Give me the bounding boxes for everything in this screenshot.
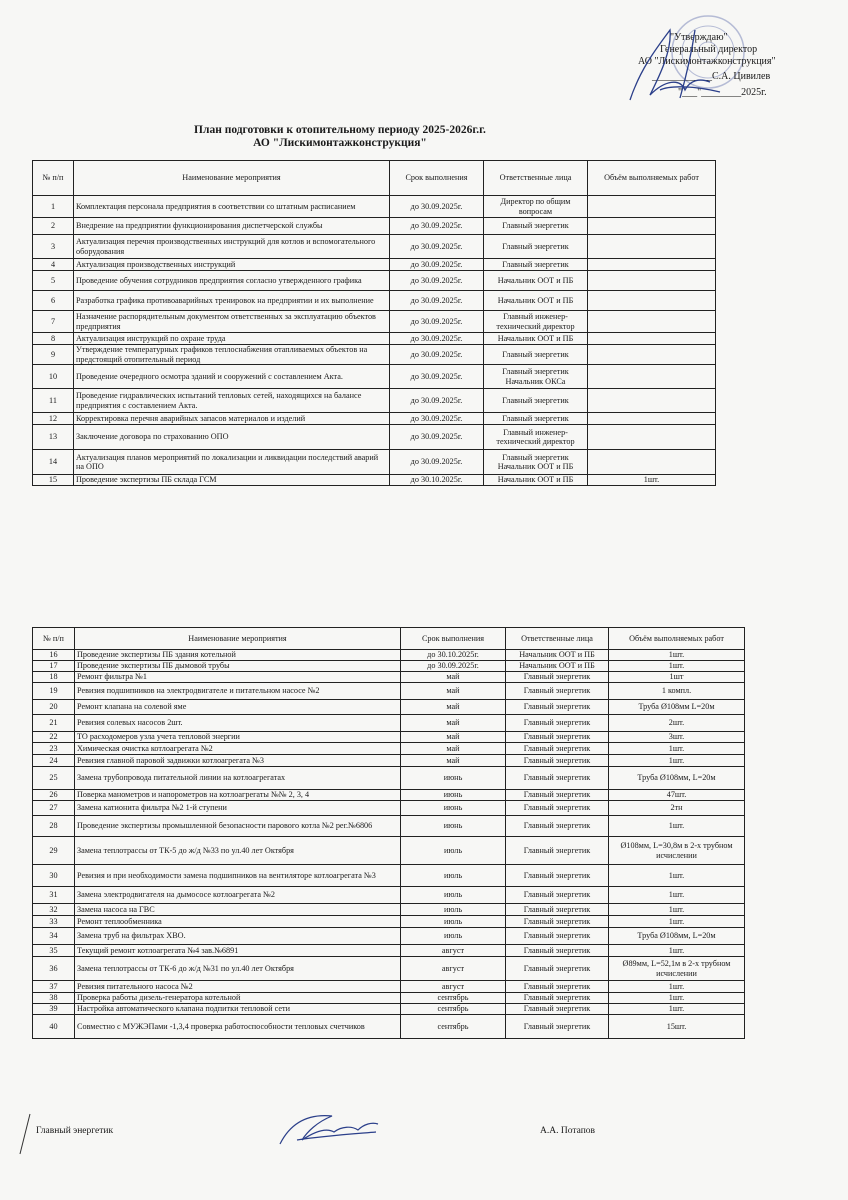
table-row: [33, 389, 716, 413]
row-responsible: Главный энергетик: [506, 916, 609, 928]
row-volume: [588, 365, 716, 389]
row-number: 2: [33, 218, 74, 235]
row-deadline: август: [401, 981, 506, 993]
row-volume: [588, 450, 716, 475]
row-volume: [588, 291, 716, 311]
row-responsible: Главный энергетик: [506, 837, 609, 865]
row-activity: Проведение очередного осмотра зданий и сооружений с составлением Акта.: [74, 365, 390, 389]
row-deadline: до 30.09.2025г.: [390, 425, 484, 450]
row-responsible: Главный энергетик: [506, 957, 609, 981]
row-volume: 15шт.: [609, 1015, 745, 1039]
row-activity: Замена теплотрассы от ТК-5 до ж/д №33 по ул.40 лет Октября: [75, 837, 401, 865]
row-volume: 1шт.: [609, 865, 745, 887]
table-row: [33, 1015, 745, 1039]
header-vol: Объём выполняемых работ: [588, 161, 716, 196]
row-volume: [588, 311, 716, 333]
table-row: [33, 1004, 745, 1015]
row-responsible: Главный энергетик: [506, 743, 609, 755]
row-deadline: июль: [401, 904, 506, 916]
row-number: 7: [33, 311, 74, 333]
row-responsible: Главный энергетик: [506, 767, 609, 790]
document-title: [140, 124, 540, 150]
row-responsible: Главный энергетик: [484, 413, 588, 425]
row-volume: 1шт.: [609, 904, 745, 916]
row-responsible: Главный энергетик: [484, 259, 588, 271]
row-number: 33: [33, 916, 75, 928]
row-volume: Труба Ø108мм, L=20м: [609, 767, 745, 790]
table-row: [33, 235, 716, 259]
row-number: 19: [33, 683, 75, 700]
row-number: 18: [33, 672, 75, 683]
row-deadline: до 30.09.2025г.: [390, 311, 484, 333]
row-responsible: Директор по общим вопросам: [484, 196, 588, 218]
approval-date: "___"________2025г.: [678, 87, 767, 98]
table-row: [33, 928, 745, 945]
approval-company: АО "Лискимонтажконструкция": [638, 56, 776, 67]
row-volume: Ø108мм, L=30,8м в 2-х трубном исчислении: [609, 837, 745, 865]
title-line-2: АО "Лискимонтажконструкция": [253, 137, 427, 149]
row-responsible: Начальник ООТ и ПБ: [484, 291, 588, 311]
row-deadline: до 30.09.2025г.: [390, 259, 484, 271]
row-responsible: Начальник ООТ и ПБ: [484, 475, 588, 486]
row-activity: Проведение экспертизы ПБ дымовой трубы: [75, 661, 401, 672]
row-responsible: Главный энергетик: [506, 790, 609, 801]
row-deadline: до 30.09.2025г.: [390, 413, 484, 425]
row-deadline: июль: [401, 865, 506, 887]
row-responsible: Главный энергетик: [506, 904, 609, 916]
row-number: 29: [33, 837, 75, 865]
row-activity: Ревизия и при необходимости замена подшипников на вентиляторе котлоагрегата №3: [75, 865, 401, 887]
row-volume: [588, 345, 716, 365]
table-header-row: [33, 161, 716, 196]
row-number: 26: [33, 790, 75, 801]
approval-position: Генеральный директор: [660, 44, 758, 55]
row-deadline: до 30.09.2025г.: [401, 661, 506, 672]
row-activity: Актуализация инструкций по охране труда: [74, 333, 390, 345]
row-activity: Замена труб на фильтрах ХВО.: [75, 928, 401, 945]
row-number: 10: [33, 365, 74, 389]
row-deadline: до 30.09.2025г.: [390, 345, 484, 365]
row-activity: Замена насоса на ГВС: [75, 904, 401, 916]
row-number: 8: [33, 333, 74, 345]
row-responsible: Главный энергетик: [506, 865, 609, 887]
plan-table-2: [32, 627, 745, 1039]
table-row: [33, 865, 745, 887]
row-activity: Ревизия главной паровой задвижки котлоагрегата №3: [75, 755, 401, 767]
row-volume: 1шт.: [609, 945, 745, 957]
row-number: 34: [33, 928, 75, 945]
row-deadline: июнь: [401, 767, 506, 790]
row-activity: Проведение экспертизы промышленной безопасности парового котла №2 рег.№6806: [75, 816, 401, 837]
table-header-row: [33, 628, 745, 650]
row-volume: [588, 196, 716, 218]
row-deadline: июль: [401, 916, 506, 928]
row-activity: Актуализация планов мероприятий по локализации и ликвидации последствий аварий на ОПО: [74, 450, 390, 475]
row-deadline: до 30.09.2025г.: [390, 218, 484, 235]
table-row: [33, 743, 745, 755]
row-volume: 1шт.: [609, 755, 745, 767]
row-volume: [588, 235, 716, 259]
plan-table-1: [32, 160, 716, 486]
row-activity: Химическая очистка котлоагрегата №2: [75, 743, 401, 755]
row-number: 38: [33, 993, 75, 1004]
table-row: [33, 413, 716, 425]
row-deadline: до 30.09.2025г.: [390, 389, 484, 413]
row-activity: Ремонт клапана на солевой яме: [75, 700, 401, 715]
approval-signatory: ____________С.А. Цивилев: [652, 71, 771, 82]
row-number: 39: [33, 1004, 75, 1015]
header-name: Наименование мероприятия: [74, 161, 390, 196]
row-responsible: Главный энергетик: [506, 1004, 609, 1015]
row-number: 9: [33, 345, 74, 365]
row-responsible: Главный энергетик: [506, 816, 609, 837]
row-activity: Проведение гидравлических испытаний тепловых сетей, находящихся на балансе предприятия с составлением Акта.: [74, 389, 390, 413]
row-number: 5: [33, 271, 74, 291]
row-deadline: май: [401, 672, 506, 683]
row-responsible: Главный энергетик: [506, 801, 609, 816]
row-deadline: август: [401, 945, 506, 957]
row-volume: [588, 413, 716, 425]
row-deadline: май: [401, 700, 506, 715]
row-volume: Труба Ø108мм L=20м: [609, 700, 745, 715]
row-responsible: Главный энергетик: [484, 235, 588, 259]
row-responsible: Главный энергетик: [506, 928, 609, 945]
row-number: 37: [33, 981, 75, 993]
row-responsible: Начальник ООТ и ПБ: [506, 661, 609, 672]
table-row: [33, 333, 716, 345]
row-deadline: сентябрь: [401, 993, 506, 1004]
title-line-1: План подготовки к отопительному периоду 2025-2026г.г.: [194, 124, 486, 136]
table-row: [33, 311, 716, 333]
row-deadline: июнь: [401, 801, 506, 816]
row-responsible: Главный энергетик: [506, 1015, 609, 1039]
row-volume: 2шт.: [609, 715, 745, 732]
row-number: 23: [33, 743, 75, 755]
row-responsible: Главный энергетик Начальник ОКСа: [484, 365, 588, 389]
header-name: Наименование мероприятия: [75, 628, 401, 650]
row-activity: Проведение экспертизы ПБ здания котельной: [75, 650, 401, 661]
header-vol: Объём выполняемых работ: [609, 628, 745, 650]
row-activity: Внедрение на предприятии функционирования диспетчерской службы: [74, 218, 390, 235]
row-number: 35: [33, 945, 75, 957]
header-resp: Ответственные лица: [506, 628, 609, 650]
row-deadline: август: [401, 957, 506, 981]
row-number: 12: [33, 413, 74, 425]
row-number: 31: [33, 887, 75, 904]
director-signature: [600, 20, 740, 115]
row-responsible: Главный энергетик: [484, 345, 588, 365]
table-row: [33, 271, 716, 291]
row-activity: Проведение экспертизы ПБ склада ГСМ: [74, 475, 390, 486]
row-responsible: Главный энергетик: [506, 683, 609, 700]
table-row: [33, 650, 745, 661]
row-responsible: Начальник ООТ и ПБ: [484, 271, 588, 291]
row-responsible: Главный энергетик: [506, 700, 609, 715]
row-number: 24: [33, 755, 75, 767]
row-volume: 1шт.: [609, 887, 745, 904]
table-row: [33, 700, 745, 715]
header-num: № п/п: [33, 628, 75, 650]
row-number: 22: [33, 732, 75, 743]
table-row: [33, 425, 716, 450]
row-number: 36: [33, 957, 75, 981]
row-volume: 1шт.: [609, 916, 745, 928]
row-responsible: Главный энергетик: [506, 945, 609, 957]
row-responsible: Главный энергетик: [506, 887, 609, 904]
row-activity: Замена трубопровода питательной линии на котлоагрегатах: [75, 767, 401, 790]
row-number: 28: [33, 816, 75, 837]
row-activity: ТО расходомеров узла учета тепловой энергии: [75, 732, 401, 743]
row-volume: 2тн: [609, 801, 745, 816]
table-row: [33, 365, 716, 389]
table-row: [33, 661, 745, 672]
table-row: [33, 291, 716, 311]
row-volume: [588, 333, 716, 345]
table-row: [33, 218, 716, 235]
row-number: 25: [33, 767, 75, 790]
row-number: 20: [33, 700, 75, 715]
table-row: [33, 945, 745, 957]
table-row: [33, 345, 716, 365]
footer-position: Главный энергетик: [36, 1126, 114, 1136]
table-row: [33, 475, 716, 486]
row-number: 32: [33, 904, 75, 916]
row-volume: 47шт.: [609, 790, 745, 801]
table-row: [33, 816, 745, 837]
row-activity: Замена электродвигателя на дымососе котлоагрегата №2: [75, 887, 401, 904]
table-row: [33, 981, 745, 993]
table-row: [33, 801, 745, 816]
row-volume: 1шт.: [609, 981, 745, 993]
row-activity: Проведение обучения сотрудников предприятия согласно утвержденного графика: [74, 271, 390, 291]
row-number: 40: [33, 1015, 75, 1039]
row-deadline: до 30.09.2025г.: [390, 365, 484, 389]
row-number: 11: [33, 389, 74, 413]
row-activity: Совместно с МУЖЭПами -1,3,4 проверка работоспособности тепловых счетчиков: [75, 1015, 401, 1039]
header-date: Срок выполнения: [401, 628, 506, 650]
table-row: [33, 732, 745, 743]
table-row: [33, 767, 745, 790]
row-responsible: Главный энергетик: [506, 993, 609, 1004]
row-activity: Разработка графика противоаварийных тренировок на предприятии и их выполнение: [74, 291, 390, 311]
row-responsible: Главный энергетик Начальник ООТ и ПБ: [484, 450, 588, 475]
row-deadline: до 30.09.2025г.: [390, 196, 484, 218]
row-responsible: Главный энергетик: [484, 218, 588, 235]
row-deadline: до 30.09.2025г.: [390, 333, 484, 345]
row-volume: 1шт.: [609, 1004, 745, 1015]
row-activity: Утверждение температурных графиков теплоснабжения отапливаемых объектов на предстоящий отопительный период: [74, 345, 390, 365]
table-row: [33, 904, 745, 916]
row-deadline: май: [401, 743, 506, 755]
row-responsible: Главный энергетик: [506, 755, 609, 767]
table-row: [33, 993, 745, 1004]
row-volume: 3шт.: [609, 732, 745, 743]
row-deadline: май: [401, 755, 506, 767]
row-deadline: июль: [401, 887, 506, 904]
row-volume: 1шт.: [609, 816, 745, 837]
table-row: [33, 837, 745, 865]
row-deadline: май: [401, 732, 506, 743]
header-num: № п/п: [33, 161, 74, 196]
row-number: 17: [33, 661, 75, 672]
row-responsible: Главный энергетик: [506, 732, 609, 743]
row-volume: Труба Ø108мм, L=20м: [609, 928, 745, 945]
table-row: [33, 916, 745, 928]
row-volume: 1шт.: [609, 650, 745, 661]
row-number: 14: [33, 450, 74, 475]
row-deadline: май: [401, 715, 506, 732]
row-volume: [588, 259, 716, 271]
table-row: [33, 715, 745, 732]
table-row: [33, 196, 716, 218]
row-responsible: Главный энергетик: [484, 389, 588, 413]
row-deadline: до 30.10.2025г.: [390, 475, 484, 486]
row-responsible: Главный инженер-технический директор: [484, 311, 588, 333]
row-number: 15: [33, 475, 74, 486]
row-number: 3: [33, 235, 74, 259]
row-activity: Заключение договора по страхованию ОПО: [74, 425, 390, 450]
row-number: 4: [33, 259, 74, 271]
row-activity: Ремонт теплообменника: [75, 916, 401, 928]
row-volume: 1шт: [609, 672, 745, 683]
row-deadline: до 30.09.2025г.: [390, 235, 484, 259]
row-activity: Актуализация производственных инструкций: [74, 259, 390, 271]
row-deadline: июнь: [401, 790, 506, 801]
row-deadline: сентябрь: [401, 1015, 506, 1039]
row-deadline: до 30.09.2025г.: [390, 450, 484, 475]
footer-person: А.А. Потапов: [540, 1126, 596, 1136]
row-deadline: июль: [401, 837, 506, 865]
row-activity: Комплектация персонала предприятия в соответствии со штатным расписанием: [74, 196, 390, 218]
row-activity: Ревизия питательного насоса №2: [75, 981, 401, 993]
row-activity: Настройка автоматического клапана подпитки тепловой сети: [75, 1004, 401, 1015]
table-row: [33, 755, 745, 767]
row-responsible: Главный инженер-технический директор: [484, 425, 588, 450]
row-volume: 1шт.: [609, 993, 745, 1004]
header-resp: Ответственные лица: [484, 161, 588, 196]
row-number: 30: [33, 865, 75, 887]
row-number: 27: [33, 801, 75, 816]
row-number: 13: [33, 425, 74, 450]
row-volume: [588, 218, 716, 235]
row-number: 16: [33, 650, 75, 661]
row-responsible: Главный энергетик: [506, 981, 609, 993]
row-activity: Текущий ремонт котлоагрегата №4 зав.№6891: [75, 945, 401, 957]
row-activity: Поверка манометров и напорометров на котлоагрегаты №№ 2, 3, 4: [75, 790, 401, 801]
row-volume: [588, 425, 716, 450]
energetic-signature: [272, 1110, 382, 1148]
row-responsible: Главный энергетик: [506, 715, 609, 732]
row-volume: 1 компл.: [609, 683, 745, 700]
table-row: [33, 450, 716, 475]
row-volume: [588, 271, 716, 291]
row-volume: 1шт.: [609, 661, 745, 672]
row-number: 6: [33, 291, 74, 311]
table-row: [33, 259, 716, 271]
row-responsible: Начальник ООТ и ПБ: [484, 333, 588, 345]
row-deadline: май: [401, 683, 506, 700]
row-deadline: июнь: [401, 816, 506, 837]
row-deadline: сентябрь: [401, 1004, 506, 1015]
row-volume: 1шт.: [609, 743, 745, 755]
row-activity: Замена теплотрассы от ТК-6 до ж/д №31 по ул.40 лет Октября: [75, 957, 401, 981]
row-number: 21: [33, 715, 75, 732]
margin-mark: [18, 1112, 32, 1156]
table-row: [33, 790, 745, 801]
row-volume: [588, 389, 716, 413]
row-activity: Корректировка перечня аварийных запасов материалов и изделий: [74, 413, 390, 425]
table-row: [33, 683, 745, 700]
row-activity: Проверка работы дизель-генератора котельной: [75, 993, 401, 1004]
row-responsible: Начальник ООТ и ПБ: [506, 650, 609, 661]
row-deadline: до 30.09.2025г.: [390, 271, 484, 291]
row-deadline: до 30.09.2025г.: [390, 291, 484, 311]
row-activity: Ревизия солевых насосов 2шт.: [75, 715, 401, 732]
row-responsible: Главный энергетик: [506, 672, 609, 683]
table-row: [33, 887, 745, 904]
row-number: 1: [33, 196, 74, 218]
table-row: [33, 957, 745, 981]
header-date: Срок выполнения: [390, 161, 484, 196]
approval-line-1: "Утверждаю": [670, 32, 728, 43]
table-row: [33, 672, 745, 683]
row-activity: Замена катионита фильтра №2 1-й ступени: [75, 801, 401, 816]
row-deadline: до 30.10.2025г.: [401, 650, 506, 661]
row-activity: Ремонт фильтра №1: [75, 672, 401, 683]
row-activity: Актуализация перечня производственных инструкций для котлов и вспомогательного оборудования: [74, 235, 390, 259]
row-activity: Назначение распорядительным документом ответственных за эксплуатацию объектов предприятия: [74, 311, 390, 333]
row-activity: Ревизия подшипников на электродвигателе и питательном насосе №2: [75, 683, 401, 700]
row-volume: Ø89мм, L=52,1м в 2-х трубном исчислении: [609, 957, 745, 981]
row-deadline: июль: [401, 928, 506, 945]
row-volume: 1шт.: [588, 475, 716, 486]
